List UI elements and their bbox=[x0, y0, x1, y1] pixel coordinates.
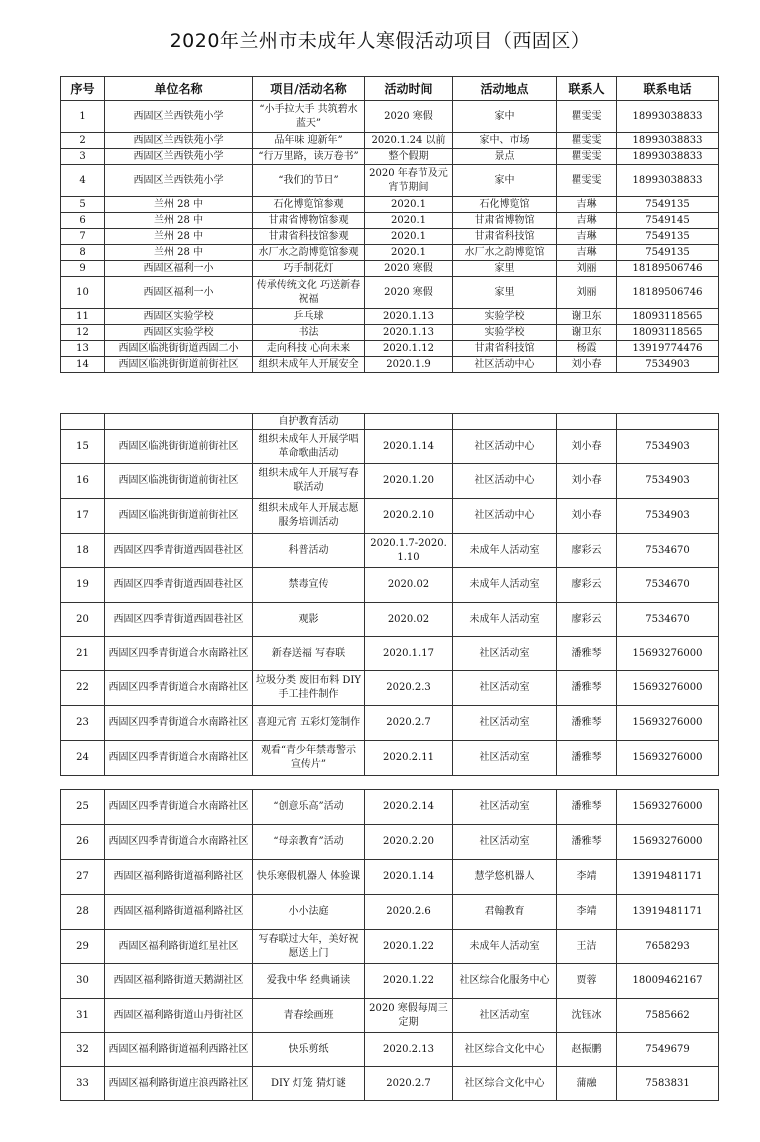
cell-place: 社区活动中心 bbox=[453, 357, 557, 373]
table-row bbox=[61, 1033, 719, 1067]
table-row bbox=[61, 197, 719, 213]
cell-serial: 6 bbox=[61, 213, 105, 229]
cell-unit: 兰州 28 中 bbox=[105, 213, 253, 229]
cell-place: 社区活动室 bbox=[453, 999, 557, 1033]
cell-contact: 吉琳 bbox=[557, 197, 617, 213]
table-row bbox=[61, 277, 719, 309]
cell-place: 水厂水之韵博览馆 bbox=[453, 245, 557, 261]
cell-time: 2020 寒假 bbox=[365, 277, 453, 309]
table-row bbox=[61, 499, 719, 534]
cell-unit: 西固区四季青街道合水南路社区 bbox=[105, 706, 253, 741]
cell-unit: 西固区福利路街道福利路社区 bbox=[105, 860, 253, 895]
cell-unit: 西固区临洮街街道前街社区 bbox=[105, 357, 253, 373]
cell-place: 社区活动中心 bbox=[453, 430, 557, 464]
cell-serial: 3 bbox=[61, 149, 105, 165]
cell-phone: 15693276000 bbox=[617, 825, 719, 860]
cell-unit: 西固区福利路街道山丹街社区 bbox=[105, 999, 253, 1033]
cell-contact: 瞿雯雯 bbox=[557, 165, 617, 197]
cell-place: 社区活动室 bbox=[453, 706, 557, 741]
cell-serial: 19 bbox=[61, 568, 105, 603]
cell-serial: 8 bbox=[61, 245, 105, 261]
cell-time: 2020.1.13 bbox=[365, 325, 453, 341]
cell-place bbox=[453, 414, 557, 430]
cell-unit: 西固区兰西铁苑小学 bbox=[105, 101, 253, 133]
table-row bbox=[61, 149, 719, 165]
cell-project: 组织未成年人开展安全 bbox=[253, 357, 365, 373]
activity-table-part-2 bbox=[60, 413, 719, 776]
cell-project: 观看“青少年禁毒警示宣传片” bbox=[253, 741, 365, 776]
cell-serial: 27 bbox=[61, 860, 105, 895]
cell-contact: 吉琳 bbox=[557, 245, 617, 261]
table-row bbox=[61, 568, 719, 603]
cell-phone: 13919481171 bbox=[617, 860, 719, 895]
cell-place: 社区活动室 bbox=[453, 671, 557, 706]
cell-phone: 15693276000 bbox=[617, 671, 719, 706]
cell-contact: 廖彩云 bbox=[557, 534, 617, 568]
table-row bbox=[61, 165, 719, 197]
cell-contact: 刘丽 bbox=[557, 277, 617, 309]
cell-place: 家中、市场 bbox=[453, 133, 557, 149]
cell-place: 社区活动室 bbox=[453, 741, 557, 776]
cell-unit: 西固区四季青街道合水南路社区 bbox=[105, 790, 253, 825]
cell-time: 2020.1.14 bbox=[365, 430, 453, 464]
cell-contact: 潘雅琴 bbox=[557, 825, 617, 860]
cell-project: DIY 灯笼 猜灯谜 bbox=[253, 1067, 365, 1101]
cell-contact: 杨霞 bbox=[557, 341, 617, 357]
cell-contact: 瞿雯雯 bbox=[557, 101, 617, 133]
cell-place: 未成年人活动室 bbox=[453, 603, 557, 637]
cell-phone: 18993038833 bbox=[617, 149, 719, 165]
cell-place: 社区综合文化中心 bbox=[453, 1067, 557, 1101]
header-project: 项目/活动名称 bbox=[253, 77, 365, 101]
header-serial: 序号 bbox=[61, 77, 105, 101]
cell-project: 观影 bbox=[253, 603, 365, 637]
cell-contact: 贾蓉 bbox=[557, 964, 617, 999]
cell-unit: 西固区四季青街道合水南路社区 bbox=[105, 637, 253, 671]
cell-project: “我们的节日” bbox=[253, 165, 365, 197]
cell-unit: 西固区实验学校 bbox=[105, 309, 253, 325]
cell-place: 实验学校 bbox=[453, 309, 557, 325]
cell-time: 2020.2.6 bbox=[365, 895, 453, 930]
cell-project: 禁毒宣传 bbox=[253, 568, 365, 603]
cell-unit: 西固区四季青街道西固巷社区 bbox=[105, 568, 253, 603]
cell-contact: 沈钰冰 bbox=[557, 999, 617, 1033]
cell-unit: 西固区兰西铁苑小学 bbox=[105, 165, 253, 197]
cell-time: 2020.1.9 bbox=[365, 357, 453, 373]
cell-unit: 西固区福利路街道红星社区 bbox=[105, 930, 253, 964]
cell-project: “创意乐高”活动 bbox=[253, 790, 365, 825]
cell-serial: 16 bbox=[61, 464, 105, 499]
cell-serial: 30 bbox=[61, 964, 105, 999]
cell-time: 整个假期 bbox=[365, 149, 453, 165]
cell-phone: 7549135 bbox=[617, 245, 719, 261]
header-place: 活动地点 bbox=[453, 77, 557, 101]
cell-place: 社区综合文化中心 bbox=[453, 1033, 557, 1067]
cell-phone: 15693276000 bbox=[617, 706, 719, 741]
cell-project: 走向科技 心向未来 bbox=[253, 341, 365, 357]
cell-contact: 瞿雯雯 bbox=[557, 133, 617, 149]
cell-serial: 31 bbox=[61, 999, 105, 1033]
cell-phone: 7549135 bbox=[617, 229, 719, 245]
table-row bbox=[61, 671, 719, 706]
cell-phone: 7658293 bbox=[617, 930, 719, 964]
cell-serial: 2 bbox=[61, 133, 105, 149]
header-phone: 联系电话 bbox=[617, 77, 719, 101]
cell-phone: 15693276000 bbox=[617, 790, 719, 825]
cell-contact: 廖彩云 bbox=[557, 568, 617, 603]
cell-contact: 谢卫东 bbox=[557, 309, 617, 325]
cell-serial bbox=[61, 414, 105, 430]
cell-project: 乒乓球 bbox=[253, 309, 365, 325]
cell-time: 2020.2.7 bbox=[365, 1067, 453, 1101]
cell-contact: 吉琳 bbox=[557, 229, 617, 245]
cell-time: 2020 寒假 bbox=[365, 261, 453, 277]
cell-contact: 刘丽 bbox=[557, 261, 617, 277]
cell-contact: 刘小春 bbox=[557, 357, 617, 373]
cell-unit: 兰州 28 中 bbox=[105, 197, 253, 213]
cell-project: 组织未成年人开展学唱革命歌曲活动 bbox=[253, 430, 365, 464]
cell-time: 2020.2.14 bbox=[365, 790, 453, 825]
cell-phone: 7549145 bbox=[617, 213, 719, 229]
cell-contact: 潘雅琴 bbox=[557, 790, 617, 825]
cell-place: 社区活动中心 bbox=[453, 499, 557, 534]
activity-table-part-1 bbox=[60, 76, 719, 373]
cell-serial: 21 bbox=[61, 637, 105, 671]
table-row bbox=[61, 741, 719, 776]
cell-unit: 西固区福利路街道福利路社区 bbox=[105, 895, 253, 930]
table-row bbox=[61, 325, 719, 341]
cell-serial: 23 bbox=[61, 706, 105, 741]
cell-unit: 西固区四季青街道合水南路社区 bbox=[105, 671, 253, 706]
cell-serial: 28 bbox=[61, 895, 105, 930]
header-unit: 单位名称 bbox=[105, 77, 253, 101]
cell-serial: 20 bbox=[61, 603, 105, 637]
table-row bbox=[61, 430, 719, 464]
cell-contact: 谢卫东 bbox=[557, 325, 617, 341]
header-time: 活动时间 bbox=[365, 77, 453, 101]
cell-unit: 西固区福利路街道福利西路社区 bbox=[105, 1033, 253, 1067]
table-row bbox=[61, 133, 719, 149]
cell-phone: 15693276000 bbox=[617, 741, 719, 776]
table-row bbox=[61, 999, 719, 1033]
cell-place: 慧学悠机器人 bbox=[453, 860, 557, 895]
cell-serial: 11 bbox=[61, 309, 105, 325]
activity-table-part-3 bbox=[60, 789, 719, 1101]
cell-contact: 赵振鹏 bbox=[557, 1033, 617, 1067]
table-row bbox=[61, 213, 719, 229]
cell-place: 社区活动室 bbox=[453, 790, 557, 825]
cell-unit: 兰州 28 中 bbox=[105, 229, 253, 245]
cell-time: 2020.1.20 bbox=[365, 464, 453, 499]
table-row bbox=[61, 895, 719, 930]
cell-phone: 7534903 bbox=[617, 464, 719, 499]
cell-unit: 西固区临洮街街道前街社区 bbox=[105, 499, 253, 534]
cell-time: 2020.1.22 bbox=[365, 964, 453, 999]
cell-phone: 13919774476 bbox=[617, 341, 719, 357]
cell-serial: 1 bbox=[61, 101, 105, 133]
cell-place: 未成年人活动室 bbox=[453, 534, 557, 568]
cell-project: 传承传统文化 巧送新春祝福 bbox=[253, 277, 365, 309]
table-row bbox=[61, 464, 719, 499]
cell-phone: 7534670 bbox=[617, 603, 719, 637]
cell-serial: 14 bbox=[61, 357, 105, 373]
cell-time: 2020.1.14 bbox=[365, 860, 453, 895]
cell-unit: 西固区福利一小 bbox=[105, 261, 253, 277]
cell-phone: 7534903 bbox=[617, 430, 719, 464]
cell-time: 2020.2.20 bbox=[365, 825, 453, 860]
table-row bbox=[61, 603, 719, 637]
table-row bbox=[61, 341, 719, 357]
cell-place: 甘肃省科技馆 bbox=[453, 229, 557, 245]
cell-time: 2020.1.24 以前 bbox=[365, 133, 453, 149]
cell-time: 2020.2.13 bbox=[365, 1033, 453, 1067]
cell-place: 家里 bbox=[453, 261, 557, 277]
cell-phone: 18993038833 bbox=[617, 101, 719, 133]
cell-unit: 西固区兰西铁苑小学 bbox=[105, 149, 253, 165]
table-row bbox=[61, 357, 719, 373]
cell-phone: 18093118565 bbox=[617, 309, 719, 325]
cell-time: 2020.1.12 bbox=[365, 341, 453, 357]
cell-time: 2020 寒假 bbox=[365, 101, 453, 133]
table-row bbox=[61, 706, 719, 741]
cell-serial: 9 bbox=[61, 261, 105, 277]
cell-project: “小手拉大手 共筑碧水蓝天” bbox=[253, 101, 365, 133]
cell-time: 2020.1 bbox=[365, 229, 453, 245]
cell-project: 快乐寒假机器人 体验课 bbox=[253, 860, 365, 895]
cell-project: 组织未成年人开展写春联活动 bbox=[253, 464, 365, 499]
cell-phone: 18093118565 bbox=[617, 325, 719, 341]
cell-contact: 蒲融 bbox=[557, 1067, 617, 1101]
table-row bbox=[61, 245, 719, 261]
cell-project: 自护教育活动 bbox=[253, 414, 365, 430]
cell-project: 石化博览馆参观 bbox=[253, 197, 365, 213]
cell-serial: 13 bbox=[61, 341, 105, 357]
cell-unit: 兰州 28 中 bbox=[105, 245, 253, 261]
table-row bbox=[61, 930, 719, 964]
cell-phone: 18993038833 bbox=[617, 133, 719, 149]
cell-unit: 西固区四季青街道合水南路社区 bbox=[105, 741, 253, 776]
table-row bbox=[61, 637, 719, 671]
cell-place: 社区综合化服务中心 bbox=[453, 964, 557, 999]
cell-unit bbox=[105, 414, 253, 430]
cell-serial: 32 bbox=[61, 1033, 105, 1067]
cell-project: 巧手制花灯 bbox=[253, 261, 365, 277]
table-row bbox=[61, 1067, 719, 1101]
cell-place: 家中 bbox=[453, 101, 557, 133]
cell-serial: 17 bbox=[61, 499, 105, 534]
cell-phone bbox=[617, 414, 719, 430]
cell-contact: 潘雅琴 bbox=[557, 706, 617, 741]
cell-project: 水厂水之韵博览馆参观 bbox=[253, 245, 365, 261]
header-contact: 联系人 bbox=[557, 77, 617, 101]
cell-time: 2020.1.7-2020.1.10 bbox=[365, 534, 453, 568]
cell-project: 爱我中华 经典诵读 bbox=[253, 964, 365, 999]
cell-project: “行万里路，读万卷书” bbox=[253, 149, 365, 165]
table-row bbox=[61, 229, 719, 245]
cell-time: 2020.2.10 bbox=[365, 499, 453, 534]
cell-place: 甘肃省科技馆 bbox=[453, 341, 557, 357]
cell-project: 青春绘画班 bbox=[253, 999, 365, 1033]
table-row bbox=[61, 414, 719, 430]
cell-contact: 吉琳 bbox=[557, 213, 617, 229]
cell-phone: 7534903 bbox=[617, 357, 719, 373]
cell-unit: 西固区兰西铁苑小学 bbox=[105, 133, 253, 149]
cell-serial: 22 bbox=[61, 671, 105, 706]
cell-serial: 12 bbox=[61, 325, 105, 341]
cell-place: 石化博览馆 bbox=[453, 197, 557, 213]
table-row bbox=[61, 825, 719, 860]
cell-time: 2020.1 bbox=[365, 213, 453, 229]
cell-time: 2020.02 bbox=[365, 603, 453, 637]
cell-place: 未成年人活动室 bbox=[453, 568, 557, 603]
cell-phone: 7534670 bbox=[617, 534, 719, 568]
table-row bbox=[61, 964, 719, 999]
cell-phone: 18009462167 bbox=[617, 964, 719, 999]
cell-place: 社区活动中心 bbox=[453, 464, 557, 499]
cell-place: 家中 bbox=[453, 165, 557, 197]
cell-contact: 刘小春 bbox=[557, 499, 617, 534]
cell-contact: 潘雅琴 bbox=[557, 637, 617, 671]
cell-serial: 33 bbox=[61, 1067, 105, 1101]
cell-phone: 13919481171 bbox=[617, 895, 719, 930]
table-row bbox=[61, 101, 719, 133]
cell-project: 甘肃省科技馆参观 bbox=[253, 229, 365, 245]
cell-time: 2020.02 bbox=[365, 568, 453, 603]
cell-project: 快乐剪纸 bbox=[253, 1033, 365, 1067]
cell-phone: 18189506746 bbox=[617, 277, 719, 309]
table-row bbox=[61, 261, 719, 277]
cell-place: 实验学校 bbox=[453, 325, 557, 341]
cell-unit: 西固区临洮街街道西固二小 bbox=[105, 341, 253, 357]
cell-time: 2020.1.17 bbox=[365, 637, 453, 671]
cell-time bbox=[365, 414, 453, 430]
cell-project: 组织未成年人开展志愿服务培训活动 bbox=[253, 499, 365, 534]
cell-unit: 西固区实验学校 bbox=[105, 325, 253, 341]
cell-project: 书法 bbox=[253, 325, 365, 341]
cell-contact: 刘小春 bbox=[557, 464, 617, 499]
cell-phone: 18189506746 bbox=[617, 261, 719, 277]
cell-contact: 瞿雯雯 bbox=[557, 149, 617, 165]
cell-phone: 7549679 bbox=[617, 1033, 719, 1067]
cell-unit: 西固区福利路街道天鹅湖社区 bbox=[105, 964, 253, 999]
cell-place: 君翰教育 bbox=[453, 895, 557, 930]
cell-contact: 潘雅琴 bbox=[557, 741, 617, 776]
cell-project: 新春送福 写春联 bbox=[253, 637, 365, 671]
cell-time: 2020.2.3 bbox=[365, 671, 453, 706]
cell-phone: 18993038833 bbox=[617, 165, 719, 197]
cell-unit: 西固区临洮街街道前街社区 bbox=[105, 430, 253, 464]
cell-project: 科普活动 bbox=[253, 534, 365, 568]
cell-phone: 7585662 bbox=[617, 999, 719, 1033]
cell-unit: 西固区临洮街街道前街社区 bbox=[105, 464, 253, 499]
page-title: 2020年兰州市未成年人寒假活动项目（西固区） bbox=[169, 30, 591, 52]
cell-place: 社区活动室 bbox=[453, 637, 557, 671]
cell-contact: 潘雅琴 bbox=[557, 671, 617, 706]
cell-place: 甘肃省博物馆 bbox=[453, 213, 557, 229]
cell-phone: 15693276000 bbox=[617, 637, 719, 671]
cell-time: 2020.2.11 bbox=[365, 741, 453, 776]
cell-contact bbox=[557, 414, 617, 430]
cell-serial: 18 bbox=[61, 534, 105, 568]
cell-project: 喜迎元宵 五彩灯笼制作 bbox=[253, 706, 365, 741]
cell-serial: 24 bbox=[61, 741, 105, 776]
cell-time: 2020.1 bbox=[365, 245, 453, 261]
cell-project: 甘肃省博物馆参观 bbox=[253, 213, 365, 229]
cell-phone: 7549135 bbox=[617, 197, 719, 213]
cell-serial: 15 bbox=[61, 430, 105, 464]
cell-place: 家里 bbox=[453, 277, 557, 309]
cell-serial: 26 bbox=[61, 825, 105, 860]
cell-contact: 廖彩云 bbox=[557, 603, 617, 637]
cell-serial: 10 bbox=[61, 277, 105, 309]
cell-phone: 7534670 bbox=[617, 568, 719, 603]
cell-serial: 5 bbox=[61, 197, 105, 213]
cell-phone: 7534903 bbox=[617, 499, 719, 534]
cell-serial: 4 bbox=[61, 165, 105, 197]
cell-contact: 李靖 bbox=[557, 860, 617, 895]
cell-time: 2020.2.7 bbox=[365, 706, 453, 741]
cell-unit: 西固区四季青街道合水南路社区 bbox=[105, 825, 253, 860]
cell-place: 社区活动室 bbox=[453, 825, 557, 860]
cell-serial: 7 bbox=[61, 229, 105, 245]
cell-project: 小小法庭 bbox=[253, 895, 365, 930]
cell-time: 2020.1 bbox=[365, 197, 453, 213]
cell-serial: 29 bbox=[61, 930, 105, 964]
cell-contact: 李靖 bbox=[557, 895, 617, 930]
cell-time: 2020 寒假每周三定期 bbox=[365, 999, 453, 1033]
cell-unit: 西固区福利一小 bbox=[105, 277, 253, 309]
table-row bbox=[61, 790, 719, 825]
cell-project: 品年味 迎新年” bbox=[253, 133, 365, 149]
cell-contact: 刘小春 bbox=[557, 430, 617, 464]
cell-place: 景点 bbox=[453, 149, 557, 165]
cell-unit: 西固区四季青街道西固巷社区 bbox=[105, 534, 253, 568]
table-row bbox=[61, 534, 719, 568]
cell-project: 写春联过大年，美好祝愿送上门 bbox=[253, 930, 365, 964]
table-row bbox=[61, 309, 719, 325]
cell-unit: 西固区四季青街道西固巷社区 bbox=[105, 603, 253, 637]
cell-serial: 25 bbox=[61, 790, 105, 825]
cell-time: 2020.1.22 bbox=[365, 930, 453, 964]
cell-time: 2020.1.13 bbox=[365, 309, 453, 325]
cell-contact: 王洁 bbox=[557, 930, 617, 964]
cell-place: 未成年人活动室 bbox=[453, 930, 557, 964]
cell-unit: 西固区福利路街道庄浪西路社区 bbox=[105, 1067, 253, 1101]
table-row bbox=[61, 860, 719, 895]
cell-project: “母亲教育”活动 bbox=[253, 825, 365, 860]
header-row bbox=[61, 77, 719, 101]
cell-phone: 7583831 bbox=[617, 1067, 719, 1101]
cell-time: 2020 年春节及元宵节期间 bbox=[365, 165, 453, 197]
cell-project: 垃圾分类 废旧布料 DIY 手工挂件制作 bbox=[253, 671, 365, 706]
